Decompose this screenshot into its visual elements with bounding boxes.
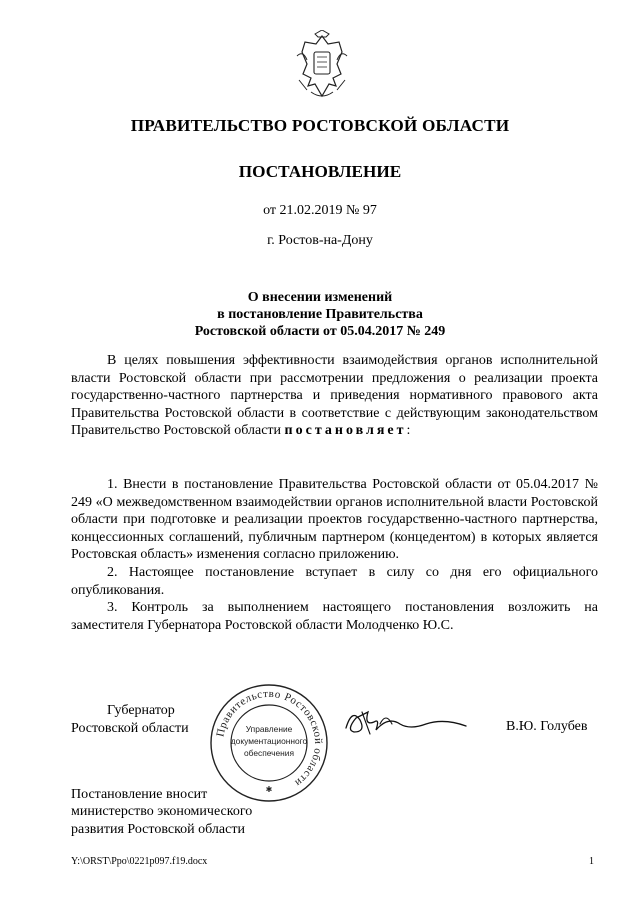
- decree-point-3: 3. Контроль за выполнением настоящего постановления возложить на заместителя Губернатора Ростовской области Молодченко Ю.С.: [71, 600, 598, 633]
- submitter-line-3: развития Ростовской области: [71, 821, 245, 837]
- submitter-line-1: Постановление вносит: [71, 787, 208, 802]
- submitter-note: [71, 786, 252, 838]
- preamble-text: В целях повышения эффективности взаимодействия органов исполнительной власти Ростовской области при рассмотрении предложения о реализации проекта государственно-частного партнерства и приведения нормативного правового акта Правительства Ростовской области в соответствие с действующим законодательством Правительство Ростовской области: [71, 353, 598, 439]
- signatory-title-line-2: Ростовской области: [71, 720, 189, 736]
- subject-line-3: Ростовской области от 05.04.2017 № 249: [194, 324, 446, 339]
- decree-colon: :: [406, 423, 411, 439]
- preamble-paragraph: [71, 352, 598, 440]
- submitter-line-2: министерство экономического: [71, 804, 253, 820]
- stamp-inner-line-3: обеспечения: [244, 748, 294, 758]
- footer-file-path: Y:\ORST\Ppo\0221p097.f19.docx: [71, 856, 208, 867]
- subject-line-1: О внесении изменений: [247, 290, 393, 305]
- coat-of-arms-icon: [293, 30, 351, 102]
- decree-point-2: 2. Настоящее постановление вступает в силу со дня его официального опубликования.: [71, 564, 598, 598]
- document-city: г. Ростов-на-Дону: [267, 233, 373, 248]
- decree-word: постановляет: [284, 423, 407, 439]
- decree-points: [71, 476, 598, 634]
- stamp-ring-text: Правительство Ростовской области: [214, 687, 325, 790]
- signatory-name: В.Ю. Голубев: [506, 719, 588, 734]
- document-subject: [0, 289, 640, 340]
- organization-title: ПРАВИТЕЛЬСТВО РОСТОВСКОЙ ОБЛАСТИ: [130, 116, 510, 135]
- document-type: ПОСТАНОВЛЕНИЕ: [238, 162, 402, 181]
- svg-text:✱: ✱: [265, 785, 273, 794]
- handwritten-signature: [340, 702, 470, 742]
- signatory-title-line-1: Губернатор: [107, 703, 175, 718]
- document-date-number: от 21.02.2019 № 97: [263, 203, 377, 218]
- stamp-inner-line-2: документационного: [230, 736, 308, 746]
- decree-point-1: 1. Внести в постановление Правительства Ростовской области от 05.04.2017 № 249 «О межведомственном взаимодействии органов исполнительной власти Ростовской области при подготовке и реализации проектов государственно-частного партнерства, концессионных соглашений, публичным партнером (концедентом) в которых является Ростовская область» изменения согласно приложению.: [71, 477, 598, 563]
- footer-page-number: 1: [589, 856, 594, 867]
- stamp-inner-line-1: Управление: [245, 724, 293, 734]
- signatory-title: [71, 702, 189, 737]
- subject-line-2: в постановление Правительства: [217, 307, 423, 322]
